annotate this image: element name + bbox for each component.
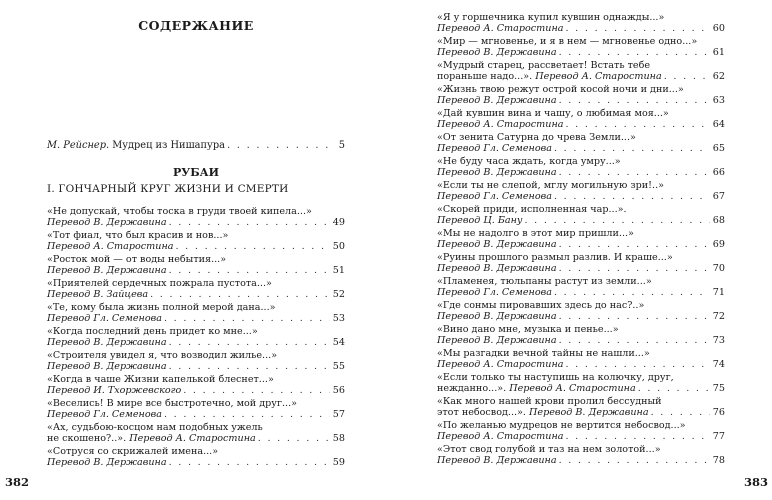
translator-row [437, 47, 725, 58]
dot-leader [559, 455, 710, 466]
translator-line [47, 433, 256, 444]
page-ref: 50 [332, 241, 345, 253]
page-ref: 76 [712, 407, 725, 419]
poem-first-line: «Жизнь твою режут острой косой ночи и дни...» [437, 84, 684, 95]
translator-name: Перевод Ц. Бану [437, 215, 523, 227]
translator-name: Перевод В. Державина [47, 457, 167, 469]
poem-line-continuation: не скошено?..». [47, 433, 127, 445]
poem-first-line: «Ах, судьбою-косцом нам подобных ужель [47, 422, 263, 433]
translator-row [437, 455, 725, 466]
translator-row [437, 287, 725, 298]
reisner-page: 5 [338, 140, 345, 151]
translator-line [437, 383, 636, 394]
dot-leader [164, 409, 330, 420]
translator-line [437, 335, 557, 346]
translator-name: Перевод В. Державина [437, 311, 557, 323]
translator-row [47, 337, 345, 348]
translator-row [47, 313, 345, 324]
poem-first-line: «Мир — мгновенье, и я в нем — мгновенье одно...» [437, 36, 698, 47]
translator-line [437, 455, 557, 466]
dot-leader [258, 433, 330, 444]
translator-name: Перевод А. Старостина [437, 119, 564, 131]
page-ref: 66 [712, 167, 725, 179]
poem-first-line: «Тот фиал, что был красив и нов...» [47, 230, 229, 241]
page-ref: 68 [712, 215, 725, 227]
poem-first-line: «Дай кувшин вина и чашу, о любимая моя...» [437, 108, 669, 119]
translator-row [47, 265, 345, 276]
dot-leader [183, 385, 330, 396]
translator-line [437, 311, 557, 322]
translator-name: Перевод В. Державина [47, 337, 167, 349]
translator-line [437, 71, 662, 82]
poem-first-line: «Сотруся со скрижалей имена...» [47, 446, 219, 457]
toc-entry[interactable] [47, 278, 345, 300]
translator-line [437, 239, 557, 250]
page-ref: 60 [712, 23, 725, 35]
translator-line [47, 241, 173, 252]
translator-name: Перевод Гл. Семенова [437, 287, 552, 299]
poem-first-line: «Пламенея, тюльпаны растут из земли...» [437, 276, 652, 287]
poem-first-line: «Те, кому была жизнь полной мерой дана...» [47, 302, 276, 313]
translator-line [47, 409, 162, 420]
translator-row [47, 409, 345, 420]
translator-line [437, 263, 557, 274]
toc-entry[interactable] [437, 36, 725, 58]
translator-line [437, 287, 552, 298]
translator-row [47, 217, 345, 228]
translator-row [47, 289, 345, 300]
toc-entry[interactable] [437, 204, 725, 226]
page-number-right: 383 [743, 475, 768, 489]
dot-leader [559, 47, 710, 58]
dot-leader [559, 239, 710, 250]
translator-row [437, 143, 725, 154]
page-ref: 56 [332, 385, 345, 397]
translator-name: Перевод А. Старостина [437, 359, 564, 371]
dot-leader [169, 361, 330, 372]
dot-leader [565, 359, 710, 370]
poem-first-line: «Если только ты наступишь на колючку, друг, [437, 372, 674, 383]
translator-line [437, 23, 563, 34]
dot-leader [164, 313, 330, 324]
dot-leader [559, 263, 710, 274]
page-ref: 59 [332, 457, 345, 469]
toc-entry[interactable] [47, 326, 345, 348]
reisner-title: Мудрец из Нишапура [109, 140, 225, 151]
toc-entry[interactable] [47, 206, 345, 228]
poem-line-continuation: этот небосвод...». [437, 407, 526, 419]
toc-entry[interactable] [47, 398, 345, 420]
toc-entry[interactable] [437, 396, 725, 418]
page-ref: 62 [712, 71, 725, 83]
left-toc-list [47, 206, 345, 470]
toc-entry[interactable] [437, 444, 725, 466]
translator-line [47, 337, 167, 348]
translator-line [437, 215, 522, 226]
toc-entry[interactable] [437, 276, 725, 298]
dot-leader [524, 215, 710, 226]
translator-name: Перевод В. Державина [437, 47, 557, 59]
dot-leader [638, 383, 710, 394]
poem-first-line: «Скорей приди, исполненная чар...». [437, 204, 627, 215]
translator-line [47, 385, 181, 396]
poem-first-line: «От зенита Сатурна до чрева Земли...» [437, 132, 636, 143]
rubai-title: РУБАИ [173, 166, 219, 179]
toc-entry[interactable] [437, 348, 725, 370]
dot-leader [150, 289, 330, 300]
translator-row [437, 191, 725, 202]
toc-entry[interactable] [437, 300, 725, 322]
page-ref: 65 [712, 143, 725, 155]
poem-first-line: «Мы разгадки вечной тайны не нашли...» [437, 348, 650, 359]
translator-line [437, 191, 552, 202]
translator-line [47, 289, 148, 300]
translator-line [47, 313, 162, 324]
page-ref: 75 [712, 383, 725, 395]
translator-name: Перевод В. Державина [437, 335, 557, 347]
translator-name: Перевод А. Старостина [535, 71, 662, 83]
translator-name: Перевод Гл. Семенова [47, 313, 162, 325]
page-ref: 54 [332, 337, 345, 349]
poem-first-line: «По желанью мудрецов не вертится небосвод...» [437, 420, 686, 431]
translator-name: Перевод А. Старостина [47, 241, 174, 253]
dot-leader [554, 143, 710, 154]
toc-entry[interactable] [47, 422, 345, 444]
translator-row [437, 407, 725, 418]
page-ref: 53 [332, 313, 345, 325]
page-ref: 73 [712, 335, 725, 347]
translator-row [437, 431, 725, 442]
dot-leader [169, 217, 330, 228]
translator-line [47, 265, 167, 276]
translator-line [437, 359, 563, 370]
dot-leader [565, 119, 710, 130]
toc-entry[interactable] [47, 230, 345, 252]
translator-line [437, 167, 557, 178]
page-ref: 72 [712, 311, 725, 323]
translator-line [437, 47, 557, 58]
translator-line [47, 457, 167, 468]
page-ref: 49 [332, 217, 345, 229]
toc-entry[interactable] [437, 132, 725, 154]
page-ref: 61 [712, 47, 725, 59]
right-page [386, 0, 772, 500]
translator-name: Перевод В. Державина [437, 455, 557, 467]
translator-row [437, 311, 725, 322]
page-ref: 52 [332, 289, 345, 301]
translator-row [437, 119, 725, 130]
toc-entry[interactable] [47, 374, 345, 396]
dot-leader [169, 337, 330, 348]
translator-name: Перевод Гл. Семенова [47, 409, 162, 421]
poem-first-line: «Этот свод голубой и таз на нем золотой...» [437, 444, 661, 455]
toc-entry-reisner[interactable] [47, 140, 345, 151]
translator-row [437, 335, 725, 346]
translator-row [47, 241, 345, 252]
page-ref: 55 [332, 361, 345, 373]
translator-name: Перевод В. Державина [437, 95, 557, 107]
toc-entry[interactable] [437, 324, 725, 346]
poem-first-line: «Не допускай, чтобы тоска в груди твоей кипела...» [47, 206, 312, 217]
dot-leader [565, 431, 710, 442]
translator-name: Перевод А. Старостина [437, 431, 564, 443]
translator-name: Перевод В. Державина [47, 217, 167, 229]
page-ref: 77 [712, 431, 725, 443]
translator-row [437, 215, 725, 226]
translator-line [47, 217, 167, 228]
translator-line [47, 361, 167, 372]
translator-row [437, 383, 725, 394]
poem-first-line: «Когда последний день придет ко мне...» [47, 326, 258, 337]
page-ref: 67 [712, 191, 725, 203]
poem-first-line: «Руины прошлого размыл разлив. И краше...» [437, 252, 673, 263]
reisner-author: М. Рейснер. [47, 140, 110, 151]
poem-first-line: «Не буду часа ждать, когда умру...» [437, 156, 621, 167]
dot-leader [169, 457, 330, 468]
toc-entry[interactable] [437, 12, 725, 34]
translator-row [437, 239, 725, 250]
page-ref: 74 [712, 359, 725, 371]
toc-entry[interactable] [437, 84, 725, 106]
page-ref: 71 [712, 287, 725, 299]
poem-first-line: «Если ты не слепой, мглу могильную зри!..» [437, 180, 664, 191]
poem-first-line: «Мудрый старец, рассветает! Встать тебе [437, 60, 651, 71]
translator-row [47, 433, 345, 444]
translator-row [437, 71, 725, 82]
section-title: I. ГОНЧАРНЫЙ КРУГ ЖИЗНИ И СМЕРТИ [47, 183, 289, 195]
dot-leader [554, 191, 710, 202]
poem-first-line: «Вино дано мне, музыка и пенье...» [437, 324, 619, 335]
page-number-left: 382 [5, 475, 30, 489]
dot-leader [559, 311, 710, 322]
toc-entry[interactable] [437, 420, 725, 442]
dot-leader [559, 335, 710, 346]
reisner-text [47, 140, 225, 151]
translator-line [437, 407, 649, 418]
translator-name: Перевод А. Старостина [509, 383, 636, 395]
poem-line-continuation: пораньше надо...». [437, 71, 533, 83]
translator-row [437, 263, 725, 274]
dot-leader [554, 287, 710, 298]
translator-name: Перевод В. Державина [437, 167, 557, 179]
page-ref: 63 [712, 95, 725, 107]
translator-name: Перевод Гл. Семенова [437, 191, 552, 203]
dot-leader [565, 23, 710, 34]
translator-name: Перевод В. Державина [437, 239, 557, 251]
toc-entry[interactable] [47, 254, 345, 276]
page-ref: 70 [712, 263, 725, 275]
dot-leader [559, 95, 710, 106]
translator-row [47, 457, 345, 468]
translator-line [437, 119, 563, 130]
translator-row [437, 167, 725, 178]
poem-first-line: «Я у горшечника купил кувшин однажды...» [437, 12, 665, 23]
toc-entry[interactable] [47, 302, 345, 324]
toc-entry[interactable] [47, 446, 345, 468]
toc-entry[interactable] [437, 156, 725, 178]
translator-row [47, 385, 345, 396]
translator-name: Перевод Гл. Семенова [437, 143, 552, 155]
toc-entry[interactable] [437, 60, 725, 82]
right-toc-list [437, 12, 725, 468]
poem-first-line: «Росток мой — от воды небытия...» [47, 254, 227, 265]
poem-first-line: «Когда в чаше Жизни капелькой блеснет...» [47, 374, 274, 385]
toc-entry[interactable] [47, 350, 345, 372]
toc-title: СОДЕРЖАНИЕ [138, 18, 254, 33]
translator-name: Перевод В. Державина [47, 361, 167, 373]
dot-leader [227, 140, 330, 151]
dot-leader [169, 265, 330, 276]
translator-row [437, 95, 725, 106]
page-ref: 78 [712, 455, 725, 467]
dot-leader [664, 71, 710, 82]
poem-first-line: «Веселись! В мире все быстротечно, мой друг...» [47, 398, 297, 409]
translator-name: Перевод В. Державина [437, 263, 557, 275]
poem-line-continuation: нежданно...». [437, 383, 507, 395]
translator-name: Перевод В. Зайцева [47, 289, 149, 301]
translator-name: Перевод В. Державина [529, 407, 649, 419]
toc-entry[interactable] [437, 180, 725, 202]
dot-leader [175, 241, 330, 252]
translator-name: Перевод В. Державина [47, 265, 167, 277]
translator-row [47, 361, 345, 372]
page-ref: 58 [332, 433, 345, 445]
page-ref: 69 [712, 239, 725, 251]
translator-row [437, 23, 725, 34]
translator-name: Перевод А. Старостина [129, 433, 256, 445]
page-ref: 51 [332, 265, 345, 277]
translator-line [437, 95, 557, 106]
poem-first-line: «Мы не надолго в этот мир пришли...» [437, 228, 634, 239]
toc-entry[interactable] [437, 108, 725, 130]
translator-name: Перевод И. Тхоржевского [47, 385, 182, 397]
poem-first-line: «Где сонмы пировавших здесь до нас?..» [437, 300, 645, 311]
translator-line [437, 431, 563, 442]
toc-entry[interactable] [437, 372, 725, 394]
translator-line [437, 143, 552, 154]
translator-row [437, 359, 725, 370]
poem-first-line: «Приятелей сердечных пожрала пустота...» [47, 278, 272, 289]
dot-leader [559, 167, 710, 178]
page-ref: 64 [712, 119, 725, 131]
toc-entry[interactable] [437, 228, 725, 250]
poem-first-line: «Строителя увидел я, что возводил жилье...» [47, 350, 278, 361]
translator-name: Перевод А. Старостина [437, 23, 564, 35]
dot-leader [651, 407, 710, 418]
toc-entry[interactable] [437, 252, 725, 274]
poem-first-line: «Как много нашей крови пролил бессудный [437, 396, 662, 407]
page-ref: 57 [332, 409, 345, 421]
